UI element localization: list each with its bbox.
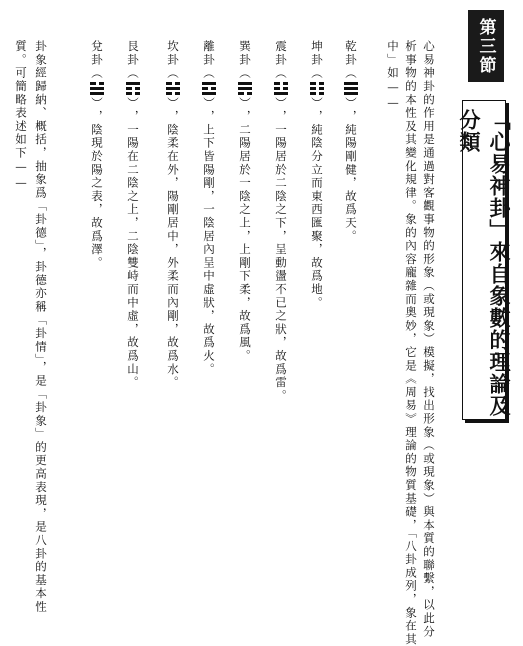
open-paren: （	[90, 66, 104, 80]
trigram-description: ，二陽居於一陰之上，上剛下柔，故爲風。	[238, 110, 252, 363]
yang-line	[344, 87, 358, 90]
yin-line	[126, 87, 140, 90]
trigram-item	[344, 40, 358, 243]
trigram-symbol	[344, 82, 358, 95]
yang-line	[238, 87, 252, 90]
trigram-symbol	[310, 82, 324, 95]
trigram-name: 坤卦	[310, 40, 324, 67]
intro-line-3: 中」如——	[386, 40, 400, 112]
close-paren: ）	[202, 96, 216, 111]
trigram-item	[126, 40, 140, 390]
chapter-title: 「心易神卦」來自象數的理論及分類	[462, 100, 506, 420]
yin-line	[310, 82, 324, 85]
open-paren: （	[126, 66, 140, 80]
yang-line	[344, 92, 358, 95]
open-paren: （	[274, 66, 288, 80]
yang-line	[238, 82, 252, 85]
trigram-item	[166, 40, 180, 390]
trigram-description: ，陰現於陽之表，故爲澤。	[90, 110, 104, 270]
open-paren: （	[238, 66, 252, 80]
trigram-item	[238, 40, 252, 363]
yang-line	[166, 87, 180, 90]
yin-line	[274, 87, 288, 90]
trigram-item	[274, 40, 288, 403]
open-paren: （	[166, 66, 180, 80]
trigram-name: 離卦	[202, 40, 216, 67]
trigram-symbol	[274, 82, 288, 95]
close-paren: ）	[344, 96, 358, 111]
trigram-name: 兌卦	[90, 40, 104, 67]
yin-line	[310, 92, 324, 95]
yin-line	[90, 82, 104, 85]
open-paren: （	[202, 66, 216, 80]
close-paren: ）	[126, 96, 140, 111]
yang-line	[90, 87, 104, 90]
open-paren: （	[344, 66, 358, 80]
trigram-description: ，純陽剛健，故爲天。	[344, 110, 358, 244]
yang-line	[274, 92, 288, 95]
trigram-item	[202, 40, 216, 376]
yin-line	[274, 82, 288, 85]
open-paren: （	[310, 66, 324, 80]
section-label: 第三節	[468, 10, 504, 82]
close-paren: ）	[238, 96, 252, 111]
trigram-item	[310, 40, 324, 310]
trigram-description: ，一陽居於二陰之下，呈動盪不已之狀，故爲雷。	[274, 110, 288, 403]
close-paren: ）	[90, 96, 104, 111]
close-paren: ）	[274, 96, 288, 111]
yin-line	[238, 92, 252, 95]
trigram-symbol	[166, 82, 180, 95]
trigram-item	[90, 40, 104, 270]
trigram-symbol	[238, 82, 252, 95]
yin-line	[126, 92, 140, 95]
yin-line	[202, 87, 216, 90]
yin-line	[166, 82, 180, 85]
trigram-symbol	[202, 82, 216, 95]
trigram-name: 乾卦	[344, 40, 358, 67]
trigram-description: ，純陰分立而東西匯聚，故爲地。	[310, 110, 324, 310]
close-paren: ）	[166, 96, 180, 111]
trigram-symbol	[126, 82, 140, 95]
yin-line	[166, 92, 180, 95]
yin-line	[310, 87, 324, 90]
yang-line	[126, 82, 140, 85]
closing-line-1: 卦象經歸納、概括，抽象爲「卦德」，卦德亦稱「卦情」，是「卦象」的更高表現，是八卦的基本性	[34, 40, 48, 614]
trigram-description: ，上下皆陽剛，一陰居內呈中虛狀，故爲火。	[202, 110, 216, 377]
close-paren: ）	[310, 96, 324, 111]
trigram-name: 坎卦	[166, 40, 180, 67]
yang-line	[202, 92, 216, 95]
yang-line	[344, 82, 358, 85]
trigram-description: ，一陽在二陰之上，二陰雙峙而中虛，故爲山。	[126, 110, 140, 390]
intro-line-1: 心易神卦的作用是通過對客觀事物的形象（或現象）模擬，找出形象（或現象）與本質的聯繫，以此分	[422, 40, 436, 639]
intro-line-2: 析事物的本性及其變化規律。象的內容龐雜而奧妙，它是《周易》理論的物質基礎，「八卦成列，象在其	[404, 40, 418, 646]
closing-line-2: 質。可簡略表述如下——	[14, 40, 28, 192]
yang-line	[202, 82, 216, 85]
trigram-symbol	[90, 82, 104, 95]
yang-line	[90, 92, 104, 95]
trigram-name: 艮卦	[126, 40, 140, 67]
trigram-name: 震卦	[274, 40, 288, 67]
trigram-description: ，陰柔在外，陽剛居中，外柔而內剛，故爲水。	[166, 110, 180, 390]
trigram-name: 巽卦	[238, 40, 252, 67]
